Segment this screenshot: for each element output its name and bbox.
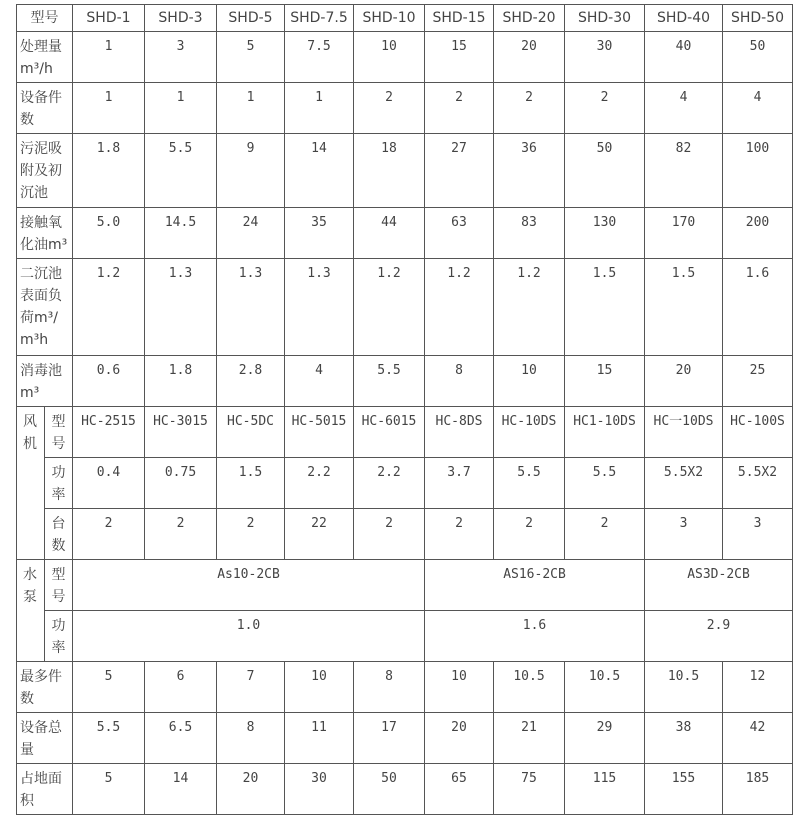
pump-model-cell: As10-2CB [73, 560, 425, 611]
model-header: SHD-3 [145, 5, 217, 32]
cell: 63 [425, 208, 494, 259]
fan-count-label: 台数 [45, 509, 73, 560]
table-row [17, 259, 793, 356]
cell: HC-8DS [425, 407, 494, 458]
cell: 25 [723, 356, 793, 407]
cell: 2 [217, 509, 285, 560]
table-row [17, 134, 793, 208]
cell: 3 [723, 509, 793, 560]
cell: HC-100S [723, 407, 793, 458]
cell: 30 [285, 764, 354, 815]
cell: 1.3 [217, 259, 285, 356]
cell: 2 [354, 83, 425, 134]
fan-row-power [17, 458, 793, 509]
row-label: 二沉池表面负荷m³/m³h [17, 259, 73, 356]
cell: 20 [217, 764, 285, 815]
cell: 6 [145, 662, 217, 713]
cell: 42 [723, 713, 793, 764]
cell: 1.3 [145, 259, 217, 356]
model-header: SHD-10 [354, 5, 425, 32]
cell: 1 [285, 83, 354, 134]
cell: 2 [494, 509, 565, 560]
cell: 1.2 [425, 259, 494, 356]
row-label: 处理量m³/h [17, 32, 73, 83]
cell: HC-2515 [73, 407, 145, 458]
cell: 2.2 [354, 458, 425, 509]
cell: 83 [494, 208, 565, 259]
cell: 7 [217, 662, 285, 713]
table-row [17, 662, 793, 713]
cell: 29 [565, 713, 645, 764]
cell: 2 [73, 509, 145, 560]
cell: 4 [645, 83, 723, 134]
pump-power-cell: 1.0 [73, 611, 425, 662]
cell: 3.7 [425, 458, 494, 509]
cell: 30 [565, 32, 645, 83]
spec-table-body [17, 5, 793, 815]
header-label: 型号 [17, 5, 73, 32]
cell: 40 [645, 32, 723, 83]
cell: 1.2 [494, 259, 565, 356]
cell: 100 [723, 134, 793, 208]
cell: 10 [354, 32, 425, 83]
cell: 2.2 [285, 458, 354, 509]
cell: HC1-10DS [565, 407, 645, 458]
cell: 8 [354, 662, 425, 713]
cell: 2 [145, 509, 217, 560]
fan-row-count [17, 509, 793, 560]
cell: 10 [494, 356, 565, 407]
cell: 82 [645, 134, 723, 208]
cell: 5.5 [145, 134, 217, 208]
pump-model-cell: AS3D-2CB [645, 560, 793, 611]
cell: 15 [425, 32, 494, 83]
pump-model-label: 型号 [45, 560, 73, 611]
cell: 2 [494, 83, 565, 134]
cell: 170 [645, 208, 723, 259]
cell: 1.5 [217, 458, 285, 509]
cell: 20 [645, 356, 723, 407]
cell: 5.5X2 [645, 458, 723, 509]
cell: 3 [645, 509, 723, 560]
cell: 2 [425, 83, 494, 134]
cell: 44 [354, 208, 425, 259]
cell: 1 [73, 83, 145, 134]
cell: 36 [494, 134, 565, 208]
cell: 10.5 [565, 662, 645, 713]
cell: 1 [217, 83, 285, 134]
fan-model-label: 型号 [45, 407, 73, 458]
spec-table [16, 4, 793, 815]
table-row [17, 208, 793, 259]
cell: 10.5 [494, 662, 565, 713]
row-label: 接触氧化油m³ [17, 208, 73, 259]
cell: 5.0 [73, 208, 145, 259]
cell: 5.5 [494, 458, 565, 509]
model-header: SHD-20 [494, 5, 565, 32]
cell: 1.8 [73, 134, 145, 208]
cell: 50 [565, 134, 645, 208]
cell: 5 [73, 662, 145, 713]
fan-row-model [17, 407, 793, 458]
cell: 5.5 [354, 356, 425, 407]
cell: 4 [723, 83, 793, 134]
pump-row-model [17, 560, 793, 611]
cell: 50 [723, 32, 793, 83]
cell: 10 [285, 662, 354, 713]
cell: 2.8 [217, 356, 285, 407]
cell: 3 [145, 32, 217, 83]
model-header: SHD-50 [723, 5, 793, 32]
cell: 1.6 [723, 259, 793, 356]
cell: 50 [354, 764, 425, 815]
cell: 21 [494, 713, 565, 764]
cell: 1.5 [565, 259, 645, 356]
cell: 2 [354, 509, 425, 560]
table-row [17, 83, 793, 134]
cell: 15 [565, 356, 645, 407]
model-header: SHD-1 [73, 5, 145, 32]
cell: 75 [494, 764, 565, 815]
cell: 155 [645, 764, 723, 815]
table-row [17, 356, 793, 407]
row-label: 设备总量 [17, 713, 73, 764]
cell: 0.75 [145, 458, 217, 509]
pump-power-label: 功率 [45, 611, 73, 662]
model-header: SHD-30 [565, 5, 645, 32]
cell: HC-3015 [145, 407, 217, 458]
cell: 10 [425, 662, 494, 713]
cell: 4 [285, 356, 354, 407]
row-label: 设备件数 [17, 83, 73, 134]
cell: 10.5 [645, 662, 723, 713]
cell: 14.5 [145, 208, 217, 259]
cell: 1.3 [285, 259, 354, 356]
cell: 27 [425, 134, 494, 208]
cell: HC-6015 [354, 407, 425, 458]
cell: 2 [565, 509, 645, 560]
cell: 22 [285, 509, 354, 560]
cell: 5.5 [565, 458, 645, 509]
cell: HC-5DC [217, 407, 285, 458]
cell: 6.5 [145, 713, 217, 764]
cell: 200 [723, 208, 793, 259]
cell: 38 [645, 713, 723, 764]
cell: 185 [723, 764, 793, 815]
row-label: 消毒池m³ [17, 356, 73, 407]
row-label: 占地面积 [17, 764, 73, 815]
cell: 35 [285, 208, 354, 259]
model-header: SHD-40 [645, 5, 723, 32]
cell: 1.2 [354, 259, 425, 356]
cell: 20 [494, 32, 565, 83]
cell: 20 [425, 713, 494, 764]
cell: 5 [73, 764, 145, 815]
cell: 1 [145, 83, 217, 134]
cell: 8 [425, 356, 494, 407]
cell: 115 [565, 764, 645, 815]
row-label: 最多件数 [17, 662, 73, 713]
cell: 1.8 [145, 356, 217, 407]
cell: 12 [723, 662, 793, 713]
fan-group-label: 风机 [17, 407, 45, 560]
table-row [17, 764, 793, 815]
cell: HC-5015 [285, 407, 354, 458]
cell: 65 [425, 764, 494, 815]
cell: HC-10DS [494, 407, 565, 458]
row-label: 污泥吸附及初沉池 [17, 134, 73, 208]
cell: 130 [565, 208, 645, 259]
cell: 9 [217, 134, 285, 208]
model-header: SHD-15 [425, 5, 494, 32]
cell: 24 [217, 208, 285, 259]
cell: 1.2 [73, 259, 145, 356]
pump-model-cell: AS16-2CB [425, 560, 645, 611]
pump-row-power [17, 611, 793, 662]
cell: 18 [354, 134, 425, 208]
cell: 2 [425, 509, 494, 560]
cell: 0.4 [73, 458, 145, 509]
cell: 14 [285, 134, 354, 208]
cell: 17 [354, 713, 425, 764]
fan-power-label: 功率 [45, 458, 73, 509]
cell: 8 [217, 713, 285, 764]
header-row [17, 5, 793, 32]
cell: 11 [285, 713, 354, 764]
cell: HC一10DS [645, 407, 723, 458]
cell: 5 [217, 32, 285, 83]
model-header: SHD-7.5 [285, 5, 354, 32]
cell: 5.5X2 [723, 458, 793, 509]
pump-power-cell: 2.9 [645, 611, 793, 662]
model-header: SHD-5 [217, 5, 285, 32]
cell: 5.5 [73, 713, 145, 764]
pump-group-label: 水泵 [17, 560, 45, 662]
cell: 7.5 [285, 32, 354, 83]
pump-power-cell: 1.6 [425, 611, 645, 662]
table-row [17, 713, 793, 764]
table-row [17, 32, 793, 83]
cell: 0.6 [73, 356, 145, 407]
cell: 1 [73, 32, 145, 83]
cell: 14 [145, 764, 217, 815]
cell: 2 [565, 83, 645, 134]
cell: 1.5 [645, 259, 723, 356]
